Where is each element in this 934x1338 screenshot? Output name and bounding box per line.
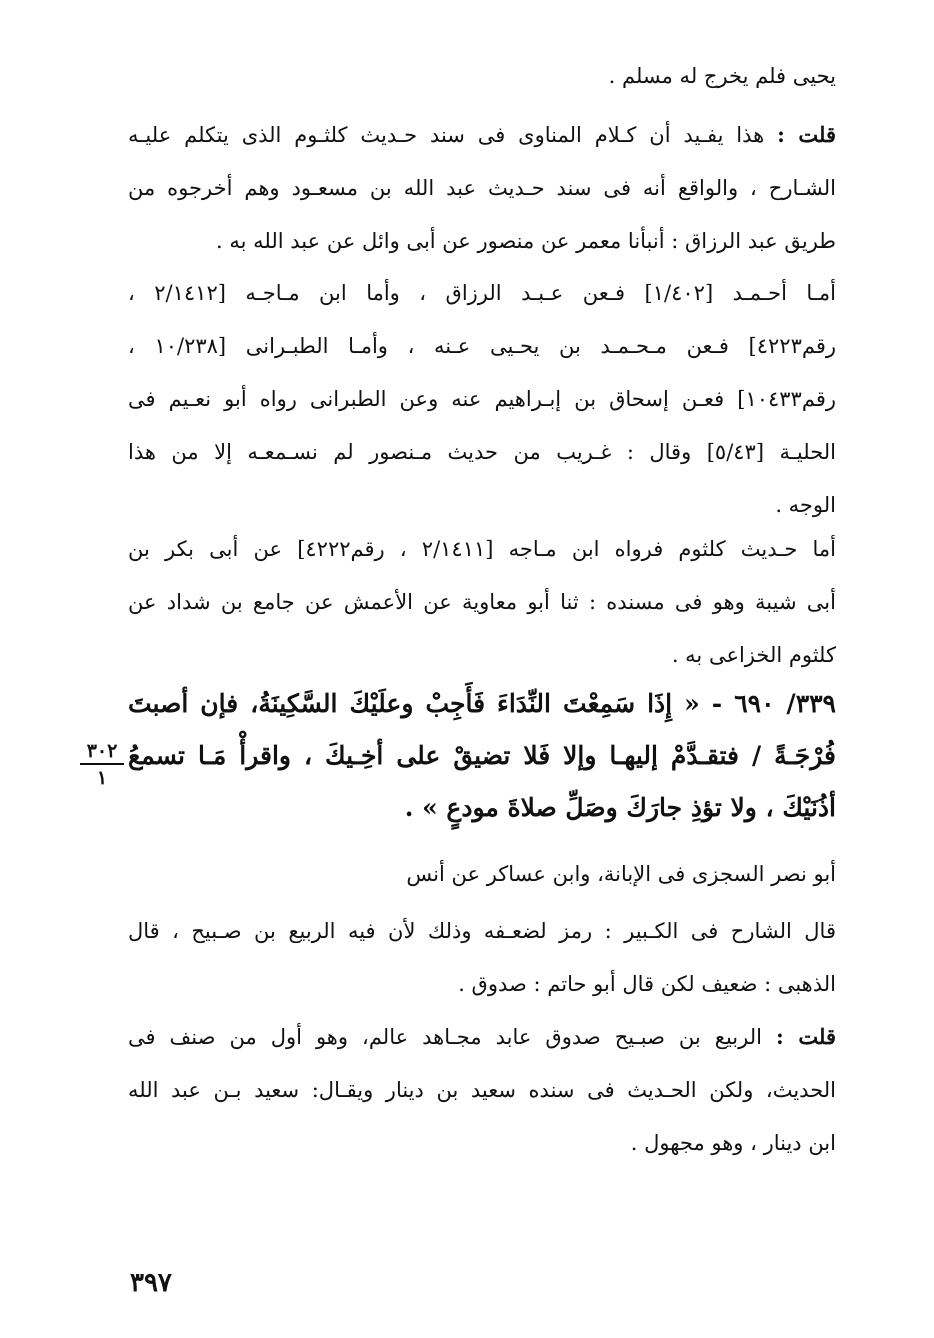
qult2-line-2: الحديث، ولكن الحـديث فى سنده سعيد بن دينار ويقـال: سعيد بـن عبد الله (128, 1078, 836, 1102)
qult-paragraph-2 (128, 1010, 836, 1170)
hadith-line-3: أذُنَيْكَ ، ولا تؤذِ جارَكَ وصَلِّ صلاةَ مودعٍ » . (404, 793, 836, 822)
qult1-line-2: الشـارح ، والواقع أنه فى سند حـديث عبد الله بن مسعـود وهم أخرجوه من (128, 176, 836, 200)
margin-volume-number: ٣٠٢ (80, 740, 124, 765)
qult1-line-1-text: هذا يفـيد أن كـلام المناوى فى سند حـديث كلثـوم الذى يتكلم عليـه (128, 123, 778, 147)
kulthum-line-1: أما حـديث كلثوم فرواه ابن مـاجه [٢/١٤١١ ، رقم٤٢٢٢] عن أبى بكر بن (128, 537, 836, 561)
margin-page-number: ١ (96, 767, 108, 789)
qult-paragraph-1 (128, 108, 836, 268)
hadith-line-1: ٣٣٩/ ٦٩٠ - « إِذَا سَمِعْتَ النِّدَاءَ فَأَجِبْ وعلَيْكَ السَّكِينَةُ، فإن أصبتَ (128, 689, 836, 718)
qult2-line-1 (128, 1010, 836, 1064)
kulthum-paragraph (128, 523, 836, 682)
sharih-line-1: قال الشارح فى الكـبير : رمز لضعـفه وذلك لأن فيه الربيع بن صـبيح ، قال (128, 919, 836, 943)
sharih-paragraph (128, 905, 836, 1011)
kulthum-line-3: كلثوم الخزاعى به . (671, 643, 836, 667)
qult1-line-1 (128, 108, 836, 162)
sharih-line-2: الذهبى : ضعيف لكن قال أبو حاتم : صدوق . (458, 972, 836, 996)
kulthum-line-2: أبى شيبة وهو فى مسنده : ثنا أبو معاوية عن الأعمش عن جامع بن شداد عن (128, 590, 836, 614)
ahmad-line-3: رقم١٠٤٣٣] فعـن إسحاق بن إبـراهيم عنه وعن الطبرانى رواه أبو نعـيم فى (128, 387, 836, 411)
source-paragraph (128, 848, 836, 901)
qult2-lead: قلت : (775, 1024, 836, 1049)
ahmad-line-1: أمـا أحـمـد [١/٤٠٢] فـعن عـبـد الرزاق ، وأما ابن مـاجـه [٢/١٤١٢ ، (128, 281, 836, 305)
qult1-lead: قلت : (777, 122, 836, 147)
qult2-line-1-text: الربيع بن صبـيح صدوق عابد مجـاهد عالم، وهو أول من صنف فى (128, 1025, 776, 1049)
margin-volume-reference (80, 740, 124, 789)
intro-line-1: يحيى فلم يخرج له مسلم . (608, 64, 836, 88)
qult1-line-3: طريق عبد الرزاق : أنبأنا معمر عن منصور عن أبى وائل عن عبد الله به . (216, 229, 836, 253)
intro-paragraph (128, 50, 836, 103)
qult2-line-3: ابن دينار ، وهو مجهول . (630, 1131, 836, 1155)
hadith-text (128, 678, 836, 834)
ahmad-line-2: رقم٤٢٢٣] فـعن مـحـمـد بن يحـيى عـنه ، وأمـا الطبـرانى [١٠/٢٣٨ ، (128, 334, 836, 358)
hadith-line-2: فُرْجَـةً / فتقـدَّمْ إليهـا وإلا فَلا تضيقْ على أخِـيكَ ، واقرأْ مَـا تسمعُ (128, 741, 836, 770)
ahmad-line-5: الوجه . (775, 493, 836, 517)
ahmad-line-4: الحليـة [٥/٤٣] وقال : غـريب من حديث مـنصور لم نسـمعـه إلا من هذا (128, 440, 836, 464)
page-number: ٣٩٧ (130, 1268, 172, 1298)
source-line-1: أبو نصر السجزى فى الإبانة، وابن عساكر عن أنس (406, 862, 836, 886)
ahmad-paragraph (128, 267, 836, 532)
